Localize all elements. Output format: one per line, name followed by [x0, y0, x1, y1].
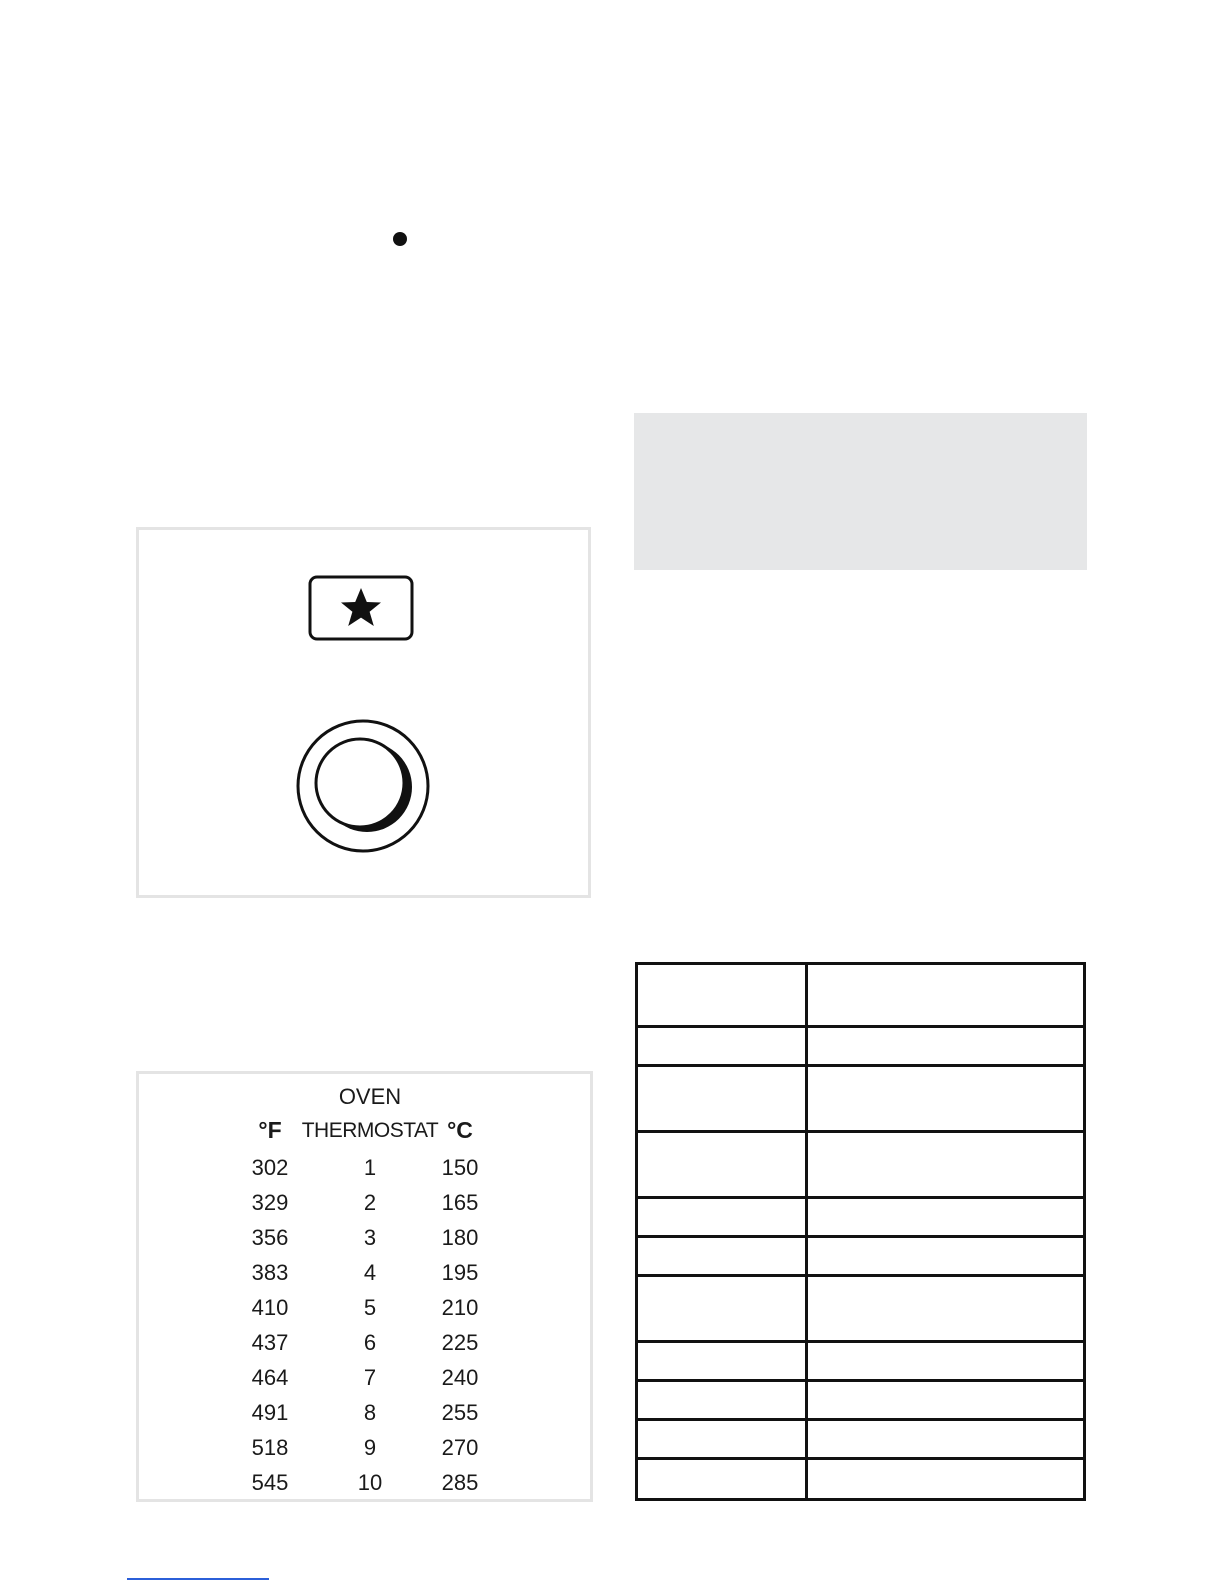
- table-row-divider: [638, 1196, 1083, 1199]
- celsius-value: 255: [441, 1400, 479, 1425]
- celsius-value: 210: [441, 1295, 479, 1320]
- fahrenheit-value: 329: [251, 1190, 289, 1215]
- fahrenheit-value: 464: [251, 1365, 289, 1390]
- thermostat-mark: 2: [363, 1190, 377, 1215]
- thermostat-mark: 1: [363, 1155, 377, 1180]
- thermostat-mark: 6: [363, 1330, 377, 1355]
- celsius-value: 165: [441, 1190, 479, 1215]
- fahrenheit-header: °F: [258, 1117, 282, 1143]
- thermostat-header: THERMOSTAT: [301, 1119, 439, 1142]
- fahrenheit-value: 518: [251, 1435, 289, 1460]
- celsius-header: °C: [447, 1117, 473, 1143]
- table-row-divider: [638, 1457, 1083, 1460]
- table-row-divider: [638, 1235, 1083, 1238]
- thermostat-mark: 3: [363, 1225, 377, 1250]
- thermostat-mark: 9: [363, 1435, 377, 1460]
- bullet-icon: [393, 232, 407, 246]
- celsius-value: 150: [441, 1155, 479, 1180]
- fahrenheit-value: 545: [251, 1470, 289, 1495]
- thermostat-mark: 10: [357, 1470, 383, 1495]
- table-row-divider: [638, 1025, 1083, 1028]
- table-row-divider: [638, 1064, 1083, 1067]
- fahrenheit-value: 356: [251, 1225, 289, 1250]
- fahrenheit-value: 302: [251, 1155, 289, 1180]
- link-underline[interactable]: [127, 1578, 269, 1580]
- celsius-value: 180: [441, 1225, 479, 1250]
- fahrenheit-value: 410: [251, 1295, 289, 1320]
- table-row-divider: [638, 1379, 1083, 1382]
- thermostat-title: OVEN: [338, 1084, 402, 1109]
- fahrenheit-value: 491: [251, 1400, 289, 1425]
- table-row-divider: [638, 1130, 1083, 1133]
- control-knob-icon: [294, 717, 432, 855]
- star-icon: [308, 575, 414, 641]
- empty-grid-table: [635, 962, 1086, 1501]
- celsius-value: 240: [441, 1365, 479, 1390]
- thermostat-mark: 4: [363, 1260, 377, 1285]
- thermostat-mark: 8: [363, 1400, 377, 1425]
- celsius-value: 225: [441, 1330, 479, 1355]
- thermostat-mark: 5: [363, 1295, 377, 1320]
- fahrenheit-value: 383: [251, 1260, 289, 1285]
- celsius-value: 195: [441, 1260, 479, 1285]
- table-row-divider: [638, 1274, 1083, 1277]
- table-row-divider: [638, 1340, 1083, 1343]
- celsius-value: 285: [441, 1470, 479, 1495]
- shaded-note-box: [634, 413, 1087, 570]
- table-row-divider: [638, 1418, 1083, 1421]
- celsius-value: 270: [441, 1435, 479, 1460]
- thermostat-mark: 7: [363, 1365, 377, 1390]
- fahrenheit-value: 437: [251, 1330, 289, 1355]
